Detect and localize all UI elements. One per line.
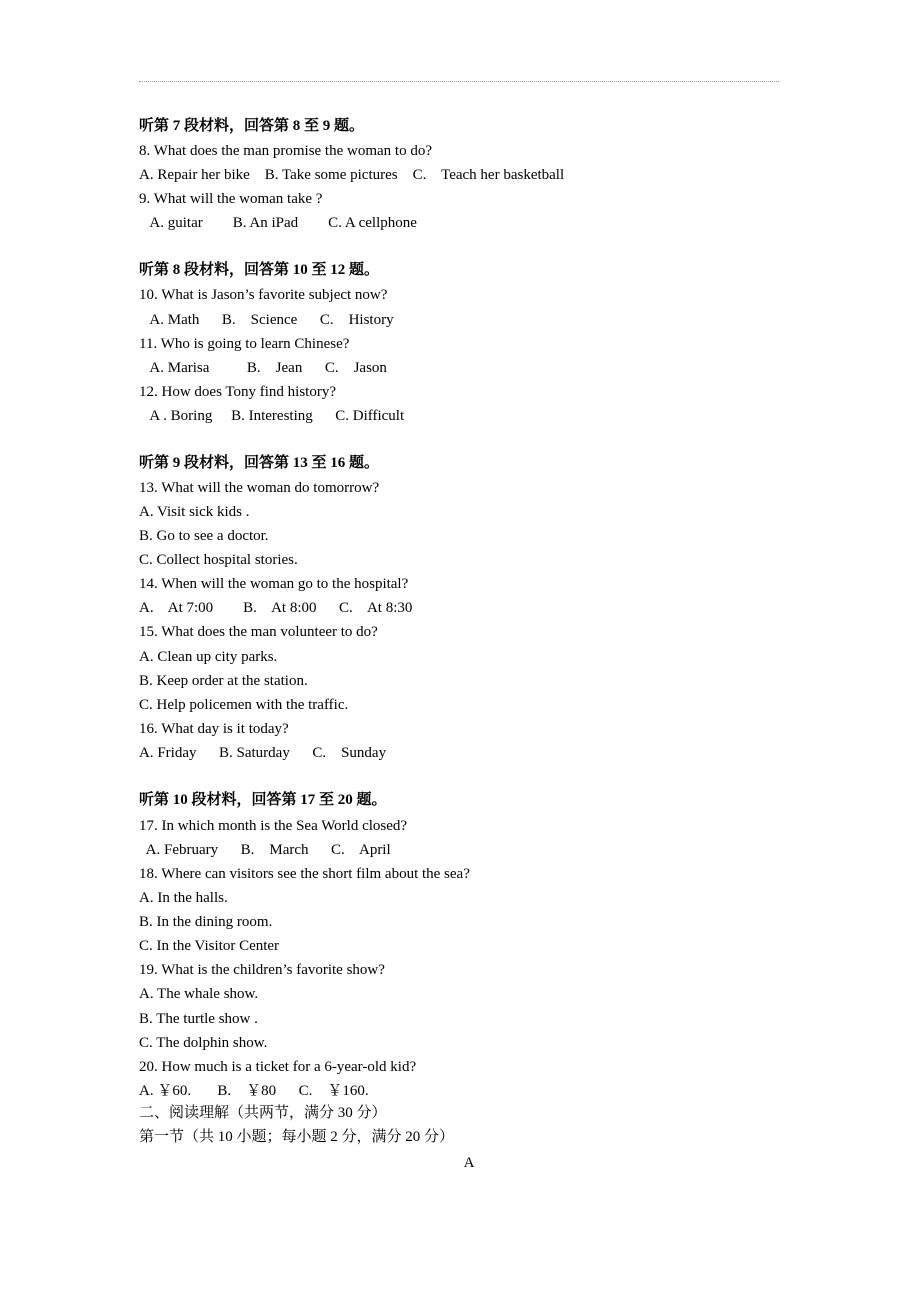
question-18: 18. Where can visitors see the short film about the sea? bbox=[139, 866, 470, 882]
question-16-options: A. Friday B. Saturday C. Sunday bbox=[139, 745, 387, 761]
question-17-options: A. February B. March C. April bbox=[139, 842, 391, 858]
question-13-option-c: C. Collect hospital stories. bbox=[139, 552, 298, 568]
question-9-options: A. guitar B. An iPad C. A cellphone bbox=[139, 215, 417, 231]
question-19-option-a: A. The whale show. bbox=[139, 986, 259, 1002]
question-13-option-a: A. Visit sick kids . bbox=[139, 504, 250, 520]
question-15-option-b: B. Keep order at the station. bbox=[139, 673, 308, 689]
question-11: 11. Who is going to learn Chinese? bbox=[139, 336, 350, 352]
question-12-options: A . Boring B. Interesting C. Difficult bbox=[139, 408, 405, 424]
question-19-option-c: C. The dolphin show. bbox=[139, 1035, 268, 1051]
section-heading-7: 听第 7 段材料，回答第 8 至 9 题。 bbox=[139, 118, 365, 134]
question-13: 13. What will the woman do tomorrow? bbox=[139, 480, 380, 496]
question-10-options: A. Math B. Science C. History bbox=[139, 312, 394, 328]
passage-label: A bbox=[463, 1155, 475, 1171]
question-20: 20. How much is a ticket for a 6-year-old kid? bbox=[139, 1059, 417, 1075]
question-11-options: A. Marisa B. Jean C. Jason bbox=[139, 360, 387, 376]
question-12: 12. How does Tony find history? bbox=[139, 384, 336, 400]
question-14: 14. When will the woman go to the hospital? bbox=[139, 576, 409, 592]
question-10: 10. What is Jason’s favorite subject now? bbox=[139, 287, 388, 303]
section-heading-10: 听第 10 段材料，回答第 17 至 20 题。 bbox=[139, 792, 387, 808]
question-16: 16. What day is it today? bbox=[139, 721, 289, 737]
question-14-options: A. At 7:00 B. At 8:00 C. At 8:30 bbox=[139, 600, 413, 616]
question-18-option-b: B. In the dining room. bbox=[139, 914, 273, 930]
question-19-option-b: B. The turtle show . bbox=[139, 1011, 258, 1027]
question-18-option-c: C. In the Visitor Center bbox=[139, 938, 280, 954]
question-8: 8. What does the man promise the woman to do? bbox=[139, 143, 432, 159]
question-9: 9. What will the woman take ? bbox=[139, 191, 323, 207]
header-rule bbox=[139, 81, 779, 82]
question-19: 19. What is the children’s favorite show? bbox=[139, 962, 385, 978]
question-18-option-a: A. In the halls. bbox=[139, 890, 228, 906]
question-15: 15. What does the man volunteer to do? bbox=[139, 624, 378, 640]
question-17: 17. In which month is the Sea World closed? bbox=[139, 818, 408, 834]
section-one-heading: 第一节（共 10 小题；每小题 2 分，满分 20 分） bbox=[139, 1129, 455, 1145]
question-13-option-b: B. Go to see a doctor. bbox=[139, 528, 269, 544]
question-8-options: A. Repair her bike B. Take some pictures C. Teach her basketball bbox=[139, 167, 565, 183]
question-15-option-c: C. Help policemen with the traffic. bbox=[139, 697, 349, 713]
part-two-heading: 二、阅读理解（共两节，满分 30 分） bbox=[139, 1105, 387, 1121]
section-heading-9: 听第 9 段材料，回答第 13 至 16 题。 bbox=[139, 455, 380, 471]
question-20-options: A. ￥60. B. ￥80 C. ￥160. bbox=[139, 1083, 369, 1099]
question-15-option-a: A. Clean up city parks. bbox=[139, 649, 278, 665]
section-heading-8: 听第 8 段材料，回答第 10 至 12 题。 bbox=[139, 262, 380, 278]
